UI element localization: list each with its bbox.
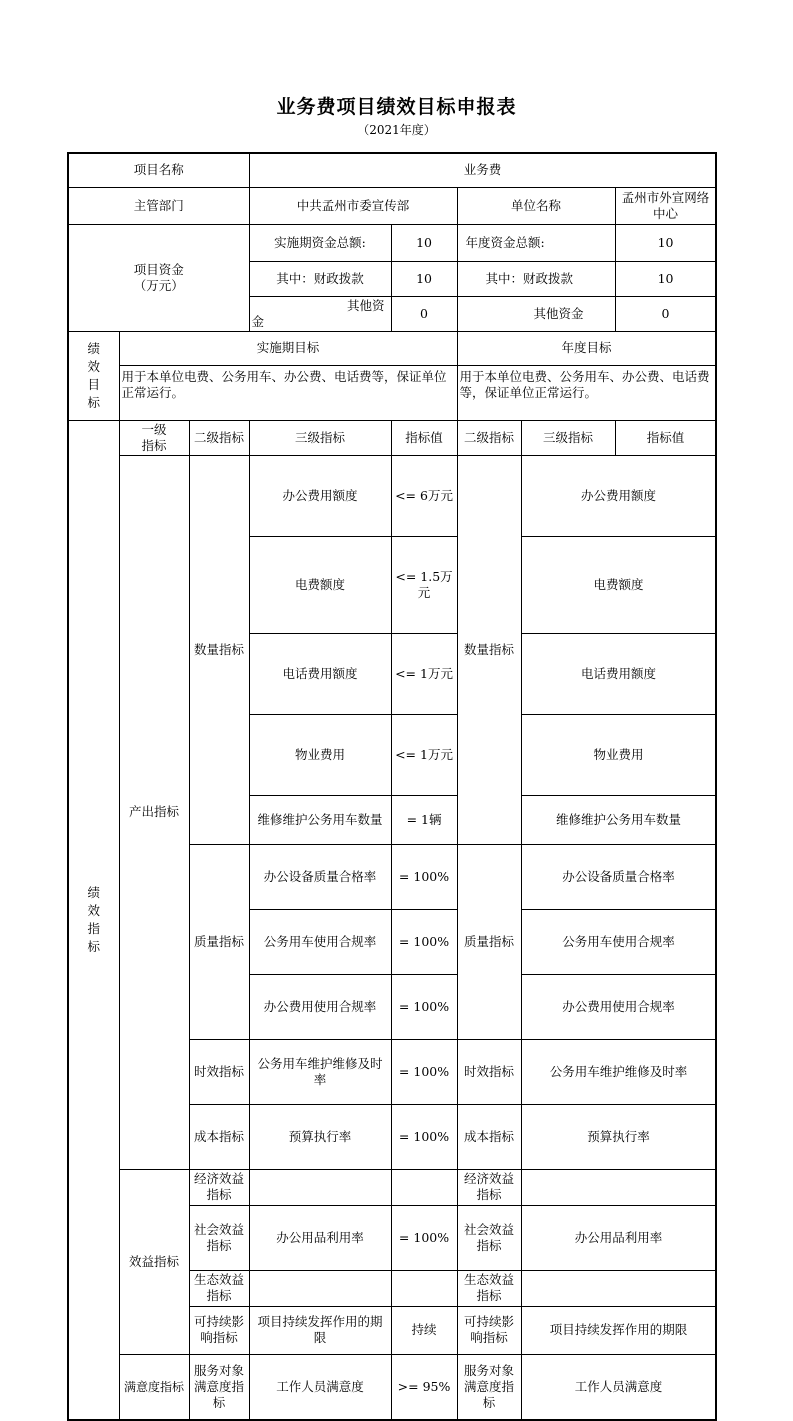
header-annual-level3: 三级指标 bbox=[521, 420, 615, 455]
funds-annual-label: 年度资金总额: bbox=[457, 224, 615, 261]
value-cell bbox=[391, 1169, 457, 1205]
level2-cell: 经济效益指标 bbox=[189, 1169, 249, 1205]
funds-annual-fiscal-label: 其中：财政拨款 bbox=[457, 261, 615, 296]
value-cell: = 100% bbox=[391, 1104, 457, 1169]
annual-level3-cell: 预算执行率 bbox=[521, 1104, 716, 1169]
funds-fiscal-label: 其中：财政拨款 bbox=[249, 261, 391, 296]
funds-other-label-1: 其他资 bbox=[347, 297, 385, 313]
annual-level3-cell: 工作人员满意度 bbox=[521, 1354, 716, 1420]
goals-label bbox=[68, 331, 119, 420]
annual-level3-cell: 办公设备质量合格率 bbox=[521, 844, 716, 909]
goals-period-text: 用于本单位电费、公务用车、办公费、电话费等，保证单位正常运行。 bbox=[119, 365, 457, 420]
unit-label: 单位名称 bbox=[457, 187, 615, 224]
value-cell: <= 1万元 bbox=[391, 714, 457, 795]
benefit-label: 效益指标 bbox=[119, 1169, 189, 1354]
level3-cell: 工作人员满意度 bbox=[249, 1354, 391, 1420]
funds-annual-other-value: 0 bbox=[615, 296, 716, 331]
annual-level3-cell: 维修维护公务用车数量 bbox=[521, 795, 716, 844]
level3-cell: 电话费用额度 bbox=[249, 633, 391, 714]
funds-label bbox=[68, 224, 249, 331]
annual-cost-label: 成本指标 bbox=[457, 1104, 521, 1169]
timeliness-label: 时效指标 bbox=[189, 1039, 249, 1104]
value-cell: <= 1.5万元 bbox=[391, 536, 457, 633]
level3-cell: 预算执行率 bbox=[249, 1104, 391, 1169]
annual-level2-cell: 生态效益指标 bbox=[457, 1270, 521, 1306]
level2-cell: 生态效益指标 bbox=[189, 1270, 249, 1306]
level3-cell: 物业费用 bbox=[249, 714, 391, 795]
annual-level3-cell: 项目持续发挥作用的期限 bbox=[521, 1306, 716, 1354]
annual-level3-cell: 办公费用额度 bbox=[521, 455, 716, 536]
annual-level3-cell bbox=[521, 1169, 716, 1205]
value-cell: = 100% bbox=[391, 974, 457, 1039]
header-level1-text: 一级指标 bbox=[141, 421, 167, 453]
value-cell: <= 6万元 bbox=[391, 455, 457, 536]
header-level3: 三级指标 bbox=[249, 420, 391, 455]
annual-level3-cell: 电话费用额度 bbox=[521, 633, 716, 714]
value-cell: <= 1万元 bbox=[391, 633, 457, 714]
goals-annual-label: 年度目标 bbox=[457, 331, 716, 365]
funds-total-value: 10 bbox=[391, 224, 457, 261]
indicators-label bbox=[68, 420, 119, 1420]
header-level2: 二级指标 bbox=[189, 420, 249, 455]
unit-value: 孟州市外宣网络中心 bbox=[615, 187, 716, 224]
performance-goal-table bbox=[67, 152, 717, 1421]
quality-label: 质量指标 bbox=[189, 844, 249, 1039]
goals-header-row bbox=[68, 331, 716, 365]
project-name-row bbox=[68, 153, 716, 187]
level3-cell: 维修维护公务用车数量 bbox=[249, 795, 391, 844]
level3-cell bbox=[249, 1169, 391, 1205]
funds-label-text: 项目资金（万元） bbox=[133, 261, 184, 293]
page-title: 业务费项目绩效目标申报表 bbox=[276, 96, 517, 118]
satisfaction-label: 满意度指标 bbox=[119, 1354, 189, 1420]
level3-cell: 办公费用额度 bbox=[249, 455, 391, 536]
annual-level3-cell: 物业费用 bbox=[521, 714, 716, 795]
annual-level2-cell: 社会效益指标 bbox=[457, 1205, 521, 1270]
funds-annual-other-label: 其他资金 bbox=[457, 296, 615, 331]
level3-cell: 办公设备质量合格率 bbox=[249, 844, 391, 909]
header-annual-value: 指标值 bbox=[615, 420, 716, 455]
value-cell: = 100% bbox=[391, 1039, 457, 1104]
value-cell: 持续 bbox=[391, 1306, 457, 1354]
level3-cell: 办公费用使用合规率 bbox=[249, 974, 391, 1039]
page-subtitle: （2021年度） bbox=[357, 123, 436, 137]
goals-period-label: 实施期目标 bbox=[119, 331, 457, 365]
annual-timeliness-label: 时效指标 bbox=[457, 1039, 521, 1104]
annual-level3-cell: 公务用车维护维修及时率 bbox=[521, 1039, 716, 1104]
dept-label: 主管部门 bbox=[68, 187, 249, 224]
level2-cell: 可持续影响指标 bbox=[189, 1306, 249, 1354]
funds-annual-value: 10 bbox=[615, 224, 716, 261]
goals-label-text: 绩效目标 bbox=[87, 340, 100, 410]
level3-cell: 电费额度 bbox=[249, 536, 391, 633]
funds-other-value: 0 bbox=[391, 296, 457, 331]
level3-cell: 办公用品利用率 bbox=[249, 1205, 391, 1270]
level3-cell: 公务用车维护维修及时率 bbox=[249, 1039, 391, 1104]
annual-level2-cell: 经济效益指标 bbox=[457, 1169, 521, 1205]
table-row bbox=[68, 455, 716, 536]
header-level1 bbox=[119, 420, 189, 455]
value-cell: = 100% bbox=[391, 844, 457, 909]
funds-annual-fiscal-value: 10 bbox=[615, 261, 716, 296]
funds-other-label-2: 金 bbox=[251, 313, 265, 329]
goals-annual-text: 用于本单位电费、公务用车、办公费、电话费等，保证单位正常运行。 bbox=[457, 365, 716, 420]
dept-value: 中共孟州市委宣传部 bbox=[249, 187, 457, 224]
dept-row bbox=[68, 187, 716, 224]
funds-other-label bbox=[249, 296, 391, 331]
annual-level3-cell: 办公费用使用合规率 bbox=[521, 974, 716, 1039]
quantity-label: 数量指标 bbox=[189, 455, 249, 844]
annual-level3-cell: 公务用车使用合规率 bbox=[521, 909, 716, 974]
cost-label: 成本指标 bbox=[189, 1104, 249, 1169]
project-name-label: 项目名称 bbox=[68, 153, 249, 187]
annual-level3-cell: 电费额度 bbox=[521, 536, 716, 633]
indicators-label-text: 绩效指标 bbox=[87, 884, 100, 954]
value-cell: = 100% bbox=[391, 909, 457, 974]
project-name-value: 业务费 bbox=[249, 153, 716, 187]
level3-cell: 公务用车使用合规率 bbox=[249, 909, 391, 974]
level2-cell: 服务对象满意度指标 bbox=[189, 1354, 249, 1420]
table-row bbox=[68, 1169, 716, 1205]
table-row bbox=[68, 1354, 716, 1420]
funds-row-total bbox=[68, 224, 716, 261]
annual-level3-cell bbox=[521, 1270, 716, 1306]
value-cell bbox=[391, 1270, 457, 1306]
funds-total-label: 实施期资金总额: bbox=[249, 224, 391, 261]
level2-cell: 社会效益指标 bbox=[189, 1205, 249, 1270]
level3-cell bbox=[249, 1270, 391, 1306]
funds-fiscal-value: 10 bbox=[391, 261, 457, 296]
level3-cell: 项目持续发挥作用的期限 bbox=[249, 1306, 391, 1354]
value-cell: = 100% bbox=[391, 1205, 457, 1270]
header-annual-level2: 二级指标 bbox=[457, 420, 521, 455]
annual-level3-cell: 办公用品利用率 bbox=[521, 1205, 716, 1270]
value-cell: >= 95% bbox=[391, 1354, 457, 1420]
goals-text-row bbox=[68, 365, 716, 420]
value-cell: = 1辆 bbox=[391, 795, 457, 844]
annual-quality-label: 质量指标 bbox=[457, 844, 521, 1039]
indicator-header-row bbox=[68, 420, 716, 455]
output-label: 产出指标 bbox=[119, 455, 189, 1169]
annual-level2-cell: 服务对象满意度指标 bbox=[457, 1354, 521, 1420]
annual-level2-cell: 可持续影响指标 bbox=[457, 1306, 521, 1354]
header-value: 指标值 bbox=[391, 420, 457, 455]
annual-quantity-label: 数量指标 bbox=[457, 455, 521, 844]
